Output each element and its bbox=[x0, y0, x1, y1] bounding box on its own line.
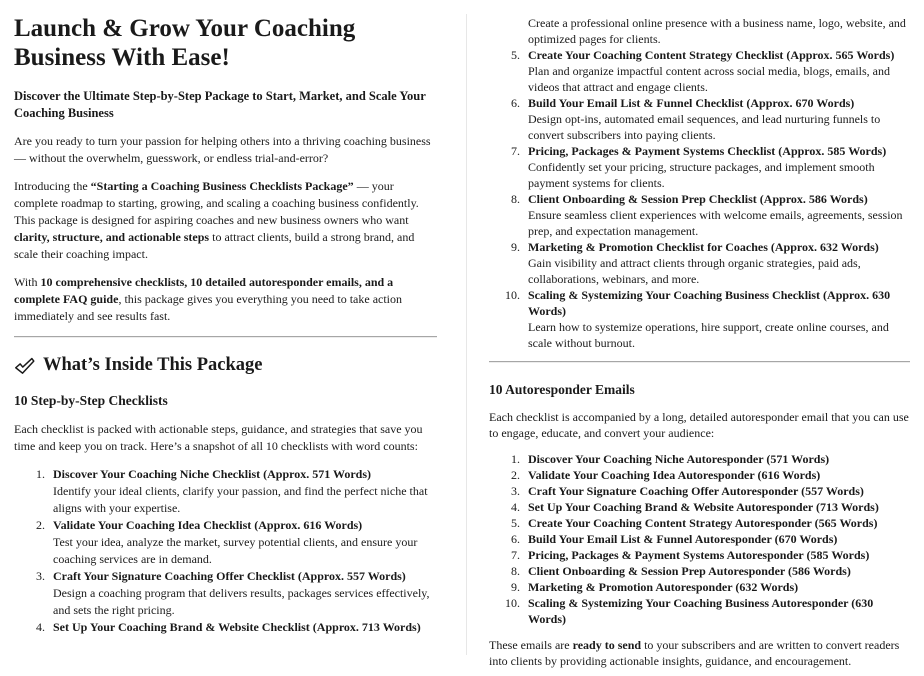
list-item bbox=[489, 483, 910, 499]
list-item-number: 5. bbox=[511, 48, 520, 62]
list-item-title: Set Up Your Coaching Brand & Website Checklist (Approx. 713 Words) bbox=[53, 620, 421, 634]
section-divider bbox=[14, 336, 437, 338]
list-item-title: Client Onboarding & Session Prep Checklist (Approx. 586 Words) bbox=[528, 192, 868, 206]
list-item-title: Scaling & Systemizing Your Coaching Business Checklist (Approx. 630 Words) bbox=[528, 288, 891, 318]
autoresponders-heading: 10 Autoresponder Emails bbox=[489, 382, 635, 397]
list-item bbox=[489, 579, 910, 595]
list-item-description: Plan and organize impactful content across social media, blogs, emails, and videos that attract and engage clients. bbox=[528, 64, 891, 94]
list-item-number: 3. bbox=[36, 569, 45, 583]
autoresponders-outro: These emails are ready to send to your subscribers and are written to convert readers into clients by providing actionable insights, guidance, and encouragement. bbox=[489, 638, 900, 668]
intro-paragraph-2: Introducing the “Starting a Coaching Business Checklists Package” — your complete roadmap to starting, growing, and scaling a coaching business confidently. This package is designed for aspiring coaches and new business owners who want clarity, structure, and actionable steps to attract clients, build a strong brand, and scale their coaching impact. bbox=[14, 179, 419, 261]
autoresponders-intro: Each checklist is accompanied by a long, detailed autoresponder email that you can use to engage, educate, and convert your audience: bbox=[489, 410, 909, 440]
list-item-title: Discover Your Coaching Niche Checklist (Approx. 571 Words) bbox=[53, 467, 372, 481]
list-item-number: 8. bbox=[511, 192, 520, 206]
page-title: Launch & Grow Your Coaching Business With Ease! bbox=[14, 15, 356, 71]
list-item-title: Validate Your Coaching Idea Autoresponder (616 Words) bbox=[528, 468, 821, 482]
checklists-heading: 10 Step-by-Step Checklists bbox=[14, 393, 168, 408]
list-item bbox=[489, 499, 910, 515]
list-item-description: Design a coaching program that delivers results, packages services effectively, and sets the right pricing. bbox=[53, 586, 430, 617]
right-column bbox=[466, 0, 924, 676]
list-item-title: Scaling & Systemizing Your Coaching Business Autoresponder (630 Words) bbox=[528, 596, 874, 626]
list-item-number: 6. bbox=[511, 96, 520, 110]
list-item-title: Build Your Email List & Funnel Autoresponder (670 Words) bbox=[528, 532, 838, 546]
list-item bbox=[489, 239, 910, 287]
list-item bbox=[489, 287, 910, 351]
page-subtitle: Discover the Ultimate Step-by-Step Package to Start, Market, and Scale Your Coaching Business bbox=[14, 89, 426, 120]
list-item-title: Marketing & Promotion Autoresponder (632 Words) bbox=[528, 580, 799, 594]
section-divider bbox=[489, 361, 910, 363]
list-item bbox=[489, 531, 910, 547]
list-item-description: Learn how to systemize operations, hire support, create online courses, and scale without burnout. bbox=[528, 320, 889, 350]
list-item-number: 8. bbox=[511, 564, 520, 578]
list-item-title: Validate Your Coaching Idea Checklist (Approx. 616 Words) bbox=[53, 518, 363, 532]
list-item bbox=[489, 47, 910, 95]
list-item-description: Gain visibility and attract clients through organic strategies, paid ads, collaborations, webinars, and more. bbox=[528, 256, 861, 286]
list-item-title: Build Your Email List & Funnel Checklist (Approx. 670 Words) bbox=[528, 96, 855, 110]
list-item-title: Client Onboarding & Session Prep Autoresponder (586 Words) bbox=[528, 564, 851, 578]
autoresponder-list bbox=[489, 451, 910, 627]
list-item-description: Identify your ideal clients, clarify your passion, and find the perfect niche that aligns with your expertise. bbox=[53, 484, 428, 515]
list-item-title: Set Up Your Coaching Brand & Website Autoresponder (713 Words) bbox=[528, 500, 879, 514]
list-item-number: 3. bbox=[511, 484, 520, 498]
list-item-number: 4. bbox=[36, 620, 45, 634]
column-divider bbox=[466, 14, 467, 655]
list-item-number: 4. bbox=[511, 500, 520, 514]
list-item bbox=[489, 547, 910, 563]
check-icon bbox=[14, 357, 35, 375]
list-item-description: Confidently set your pricing, structure packages, and implement smooth payment systems for clients. bbox=[528, 160, 875, 190]
list-item bbox=[489, 95, 910, 143]
list-item-description: Ensure seamless client experiences with welcome emails, agreements, session prep, and expectation management. bbox=[528, 208, 903, 238]
intro-paragraph-3: With 10 comprehensive checklists, 10 detailed autoresponder emails, and a complete FAQ guide, this package gives you everything you need to take action immediately and see results fast. bbox=[14, 275, 403, 323]
list-item-number: 1. bbox=[511, 452, 520, 466]
list-item bbox=[14, 466, 437, 517]
list-item bbox=[14, 619, 437, 636]
list-item-number: 10. bbox=[505, 288, 520, 302]
list-item-title: Craft Your Signature Coaching Offer Checklist (Approx. 557 Words) bbox=[53, 569, 406, 583]
list-item-number: 6. bbox=[511, 532, 520, 546]
list-item bbox=[489, 191, 910, 239]
list-item bbox=[14, 568, 437, 619]
list-item bbox=[489, 143, 910, 191]
list-item-number: 9. bbox=[511, 580, 520, 594]
list-item-title: Create Your Coaching Content Strategy Autoresponder (565 Words) bbox=[528, 516, 878, 530]
list-item-number: 5. bbox=[511, 516, 520, 530]
list-item-title: Discover Your Coaching Niche Autoresponder (571 Words) bbox=[528, 452, 830, 466]
whats-inside-heading bbox=[14, 354, 437, 377]
checklist-list-right bbox=[489, 47, 910, 351]
list-item-title: Pricing, Packages & Payment Systems Checklist (Approx. 585 Words) bbox=[528, 144, 887, 158]
checklist-item-4-continuation: Create a professional online presence with a business name, logo, website, and optimized pages for clients. bbox=[528, 16, 906, 46]
whats-inside-heading-text: What’s Inside This Package bbox=[43, 355, 263, 375]
list-item bbox=[489, 563, 910, 579]
list-item-number: 7. bbox=[511, 144, 520, 158]
list-item-number: 9. bbox=[511, 240, 520, 254]
list-item-number: 7. bbox=[511, 548, 520, 562]
checklist-list-left bbox=[14, 466, 437, 636]
intro-paragraph-1: Are you ready to turn your passion for helping others into a thriving coaching business — without the overwhelm, guesswork, or endless trial-and-error? bbox=[14, 134, 431, 165]
list-item-description: Test your idea, analyze the market, survey potential clients, and ensure your coaching services are in demand. bbox=[53, 535, 418, 566]
list-item bbox=[489, 515, 910, 531]
list-item-description: Design opt-ins, automated email sequences, and lead nurturing funnels to convert subscribers into paying clients. bbox=[528, 112, 881, 142]
list-item-number: 1. bbox=[36, 467, 45, 481]
list-item-number: 2. bbox=[511, 468, 520, 482]
list-item-title: Craft Your Signature Coaching Offer Autoresponder (557 Words) bbox=[528, 484, 864, 498]
list-item bbox=[489, 467, 910, 483]
list-item bbox=[14, 517, 437, 568]
list-item-number: 2. bbox=[36, 518, 45, 532]
list-item-title: Create Your Coaching Content Strategy Checklist (Approx. 565 Words) bbox=[528, 48, 895, 62]
list-item-title: Marketing & Promotion Checklist for Coaches (Approx. 632 Words) bbox=[528, 240, 879, 254]
list-item bbox=[489, 451, 910, 467]
list-item-title: Pricing, Packages & Payment Systems Autoresponder (585 Words) bbox=[528, 548, 870, 562]
list-item-number: 10. bbox=[505, 596, 520, 610]
list-item bbox=[489, 595, 910, 627]
checklists-intro: Each checklist is packed with actionable steps, guidance, and strategies that save you time and keep you on track. Here’s a snapshot of all 10 checklists with word counts: bbox=[14, 422, 423, 453]
